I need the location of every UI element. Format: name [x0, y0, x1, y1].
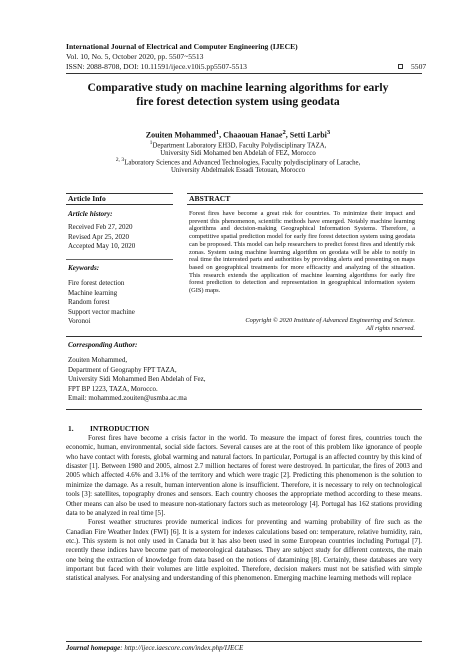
keywords-label: Keywords:	[68, 264, 100, 272]
copyright-line: All rights reserved.	[366, 324, 415, 332]
keyword-item: Voronoi	[68, 317, 91, 326]
journal-homepage-footer	[66, 644, 243, 653]
page-number-block	[398, 62, 426, 71]
keyword-list	[68, 279, 135, 327]
page-square-icon	[398, 64, 403, 69]
corresponding-email: Email: mohammed.zouiten@usmba.ac.ma	[68, 394, 187, 403]
paper-title	[60, 81, 416, 109]
author-list: Zouiten Mohammed$^1$, Chaaouan Hanae$^2$, Setti Larbi$^3$	[145, 129, 331, 140]
author-name: Zouiten Mohammed	[145, 130, 216, 140]
abstract-text: Forest fires have become a great risk for countries. To minimize their impact and prevent this phenomenon, scientific methods have emerged. Notably machine learning algorithms and decision-making Geographical Information Systems. Therefore, a competitive spatial prediction model for early fire forest detection system using geodata can be proposed. This model can help researchers to predict forest fires and identify risk zonas. System using machine learning algorithm on geodata will be able to notify in real time the interested parts and authorities by providing alerts and presenting on maps based on geographical treatments for more efficacity and analyzing of the situation. This research extends the application of machine learning algorithms for early fire forest prediction to detection and representation in geographical information system (GIS) maps.	[189, 210, 415, 295]
revised-date: Revised Apr 25, 2020	[68, 232, 130, 241]
article-info-heading: Article Info	[66, 193, 173, 205]
keyword-item: Random forest	[68, 298, 110, 307]
corresponding-line: Department of Geography FPT TAZA,	[68, 365, 177, 374]
title-line-2: fire forest detection system using geodata	[136, 95, 340, 108]
corresponding-line: FPT BP 1223, TAZA, Morocco.	[68, 384, 158, 393]
header-divider	[66, 73, 422, 74]
corresponding-name: Zouiten Mohammed,	[68, 356, 128, 364]
body-paragraph: Forest weather structures provide numerical indices for preventing and warning probability of fire such as the Canadian Fire Weather Index (FWI) [6]. It is a system for indexes calculations based on: temperature, relative humidity, rain, etc.). This system is not only used in Canada but it has also been used in some European countries including Portugal [7]. recently these indices have become part of meteorological databases. They are subject study for different contexts, the main one being the extraction of knowledge from data based on the notions of datamining [8]. Certainly, these databases are very important but faced with their volumes are little exploited. Therefore, decision makers must not be satisfied with simple statistical analyses. For analysing and understanding of this phenomenon. Emerging machine learning methods will replace	[66, 518, 422, 583]
corresponding-author-label: Corresponding Author:	[68, 341, 138, 349]
footer-divider	[66, 641, 422, 642]
corresponding-divider	[66, 336, 422, 337]
body-paragraph: Forest fires have become a crisis factor in the world. To measure the impact of forest fires, countries touch the economic, human, environmental, social side factors. Several causes are at the root of this problem like ignorance of people who have contact with forests, global warming and natural factors. In particular, Portugal is an affected country by this kind of disaster [1]. Between 1980 and 2005, almost 2.7 million hectares of forest were destroyed. In particular, the fires of 2003 and 2005 which affected 4.6% and 3.1% of the territory and which were tragic [2]. Predicting this phenomenon is the solution to minimize the damage. As a result, human intervention alone is insufficient. Therefore, it is necessary to rely on technological tools [3]: satellites, topography drones and sensors. Each country chooses the appropriate method according to these means. Other means can also be used to measure non-stationary factors such as meteorology [4]. Portugal has 162 stations providing data to be analyzed in real time [5].	[66, 434, 422, 517]
section-divider	[66, 409, 422, 410]
author-superscript: 3	[326, 129, 331, 136]
keyword-item: Support vector machine	[68, 307, 135, 316]
corresponding-author-details	[68, 356, 205, 404]
corresponding-line: University Sidi Mohammed Ben Abdelah of Fez,	[68, 375, 206, 384]
author-superscript: 1	[215, 129, 220, 136]
section-title: INTRODUCTION	[90, 424, 150, 433]
keyword-item: Fire forest detection	[68, 279, 125, 287]
journal-name: International Journal of Electrical and Computer Engineering (IJECE)	[66, 42, 298, 51]
copyright-line: Copyright © 2020 Institute of Advanced Engineering and Science.	[245, 317, 415, 324]
accepted-date: Accepted May 10, 2020	[68, 242, 136, 251]
title-line-1: Comparative study on machine learning algorithms for early	[87, 81, 389, 94]
introduction-body	[66, 434, 422, 584]
affiliation-line: Department Laboratory EH3D, Faculty Polydisciplinary TAZA,	[152, 142, 327, 150]
author-superscript: 2	[282, 129, 286, 136]
author-name: Setti Larbi	[289, 130, 327, 140]
affiliation-superscript: 1	[149, 140, 153, 146]
affiliation-2	[60, 156, 416, 176]
article-history-label: Article history:	[68, 210, 113, 218]
author-name: Chaaouan Hanae	[223, 130, 283, 140]
section-number: 1.	[68, 424, 74, 433]
volume-info: Vol. 10, No. 5, October 2020, pp. 5507~5513	[66, 52, 204, 61]
received-date: Received Feb 27, 2020	[68, 223, 133, 231]
footer-label: Journal homepage	[66, 644, 121, 652]
article-history	[68, 223, 135, 252]
affiliation-line: University Sidi Mohamed ben Abdelah of FEZ, Morocco	[160, 150, 316, 158]
affiliation-superscript: 2, 3	[115, 157, 125, 163]
abstract-heading: ABSTRACT	[187, 193, 423, 205]
affiliation-line: University Abdelmalek Essadi Tetouan, Morocco	[171, 167, 305, 175]
keyword-item: Machine learning	[68, 288, 118, 297]
affiliation-line: Laboratory Sciences and Advanced Technologies, Faculty polydisciplinary of Larache,	[124, 159, 361, 167]
footer-url[interactable]: : http://ijece.iaescore.com/index.php/IJECE	[120, 644, 244, 652]
keywords-divider	[66, 259, 173, 260]
issn-doi: ISSN: 2088-8708, DOI: 10.11591/ijece.v10i5.pp5507-5513	[66, 62, 247, 71]
page-number: 5507	[411, 62, 427, 71]
copyright-notice	[189, 317, 415, 333]
section-heading	[68, 424, 149, 433]
